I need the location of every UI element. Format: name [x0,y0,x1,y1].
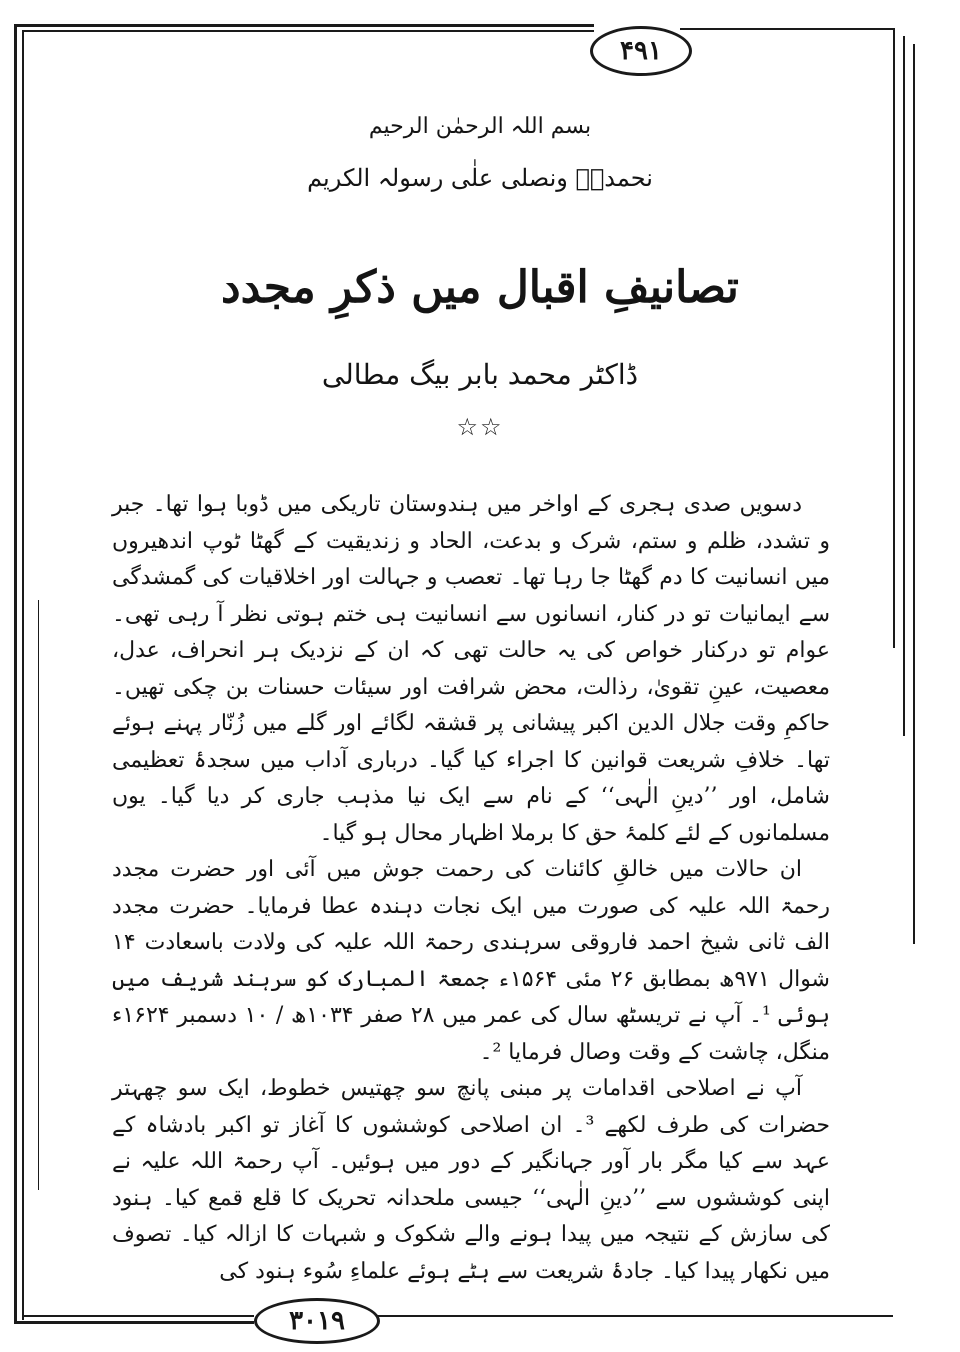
bottom-page-number-text: ۳۰۱۹ [289,1306,345,1336]
bismillah: بسم اللہ الرحمٰن الرحیم [368,114,592,139]
margin-line-left [38,600,39,1190]
border-right-2 [903,36,905,736]
border-bottom-right [375,1315,893,1317]
star-ornament: ☆☆ [456,413,504,441]
paragraph: ان حالات میں خالقِ کائنات کی رحمت جوش میں آئی اور حضرت مجدد رحمۃ اللہ علیہ کی صورت میں ایک نجات دہندہ عطا فرمایا۔ حضرت مجدد الف ثانی شیخ احمد فاروقی سرہندی رحمۃ اللہ علیہ کی ولادت باسعادت ۱۴ شوال ۹۷۱ھ بمطابق ۲۶ مئی ۱۵۶۴ء جمعۃ المبارک کو سرہند شریف میں ہوئی ¹۔ آپ نے تریسٹھ سال کی عمر میں ۲۸ صفر ۱۰۳۴ھ / ۱۰ دسمبر ۱۶۲۴ء منگل، چاشت کے وقت وصال فرمایا ²۔ [112,857,830,1065]
top-page-number [590,26,692,76]
author-name: ڈاکٹر محمد بابر بیگ مطالی [321,358,639,391]
border-left-inner [22,30,24,1320]
border-bottom-left-inner [22,1315,254,1317]
border-left-outer [14,24,17,1324]
salutation: نحمدہٗ ونصلی علٰی رسولہ الکریم [307,164,653,192]
border-right-1 [893,28,895,648]
border-top-right [680,28,895,30]
bottom-page-number [254,1298,380,1344]
paragraph: دسویں صدی ہجری کے اواخر میں ہندوستان تاریکی میں ڈوبا ہوا تھا۔ جبر و تشدد، ظلم و ستم، شرک و بدعت، الحاد و زندیقیت کے گھٹا ٹوپ اندھیروں میں انسانیت کا دم گھٹا جا رہا تھا۔ تعصب و جہالت اور اخلاقیات کی گمشدگی سے ایمانیات تو در کنار، انسانوں سے انسانیت ہی ختم ہوتی نظر آ رہی تھی۔ عوام تو درکنار خواص کی یہ حالت تھی کہ ان کے نزدیک ہر انحراف، عدل، معصیت، عینِ تقویٰ، رذالت، محض شرافت اور سیئات حسنات بن چکی تھیں۔ حاکمِ وقت جلال الدین اکبر پیشانی پر قشقہ لگائے اور گلے میں زُنّار پہنے ہوئے تھا۔ خلافِ شریعت قوانین کا اجراء کیا گیا۔ درباری آداب میں سجدۂ تعظیمی شامل، اور ’’دینِ الٰہی‘‘ کے نام سے ایک نیا مذہب جاری کر دیا گیا۔ یوں مسلمانوں کے لئے کلمۂ حق کا برملا اظہار محال ہو گیا۔ [112,492,830,846]
article-body [112,487,830,1290]
border-top-inner [22,30,594,32]
paragraph: آپ نے اصلاحی اقدامات پر مبنی پانچ سو چھتیس خطوط، ایک سو چھہتر حضرات کی طرف لکھے ³۔ ان اصلاحی کوششوں کا آغاز تو اکبر بادشاہ کے عہد سے کیا مگر بار آور جہانگیر کے دور میں ہوئیں۔ آپ رحمۃ اللہ علیہ نے اپنی کوششوں سے ’’دینِ الٰہی‘‘ جیسی ملحدانہ تحریک کا قلع قمع کیا۔ ہنود کی سازش کے نتیجہ میں پیدا ہونے والے شکوک و شبہات کا ازالہ کیا۔ تصوف میں نکھار پیدا کیا۔ جادۂ شریعت سے ہٹے ہوئے علماءِ سُوء ہنود کی [112,1076,830,1284]
border-right-3 [913,44,915,944]
top-page-number-text: ۴۹۱ [620,36,662,66]
article-title: تصانیفِ اقبال میں ذکرِ مجدد [221,262,739,313]
border-top-outer [14,24,594,27]
border-bottom-left-outer [14,1321,254,1324]
